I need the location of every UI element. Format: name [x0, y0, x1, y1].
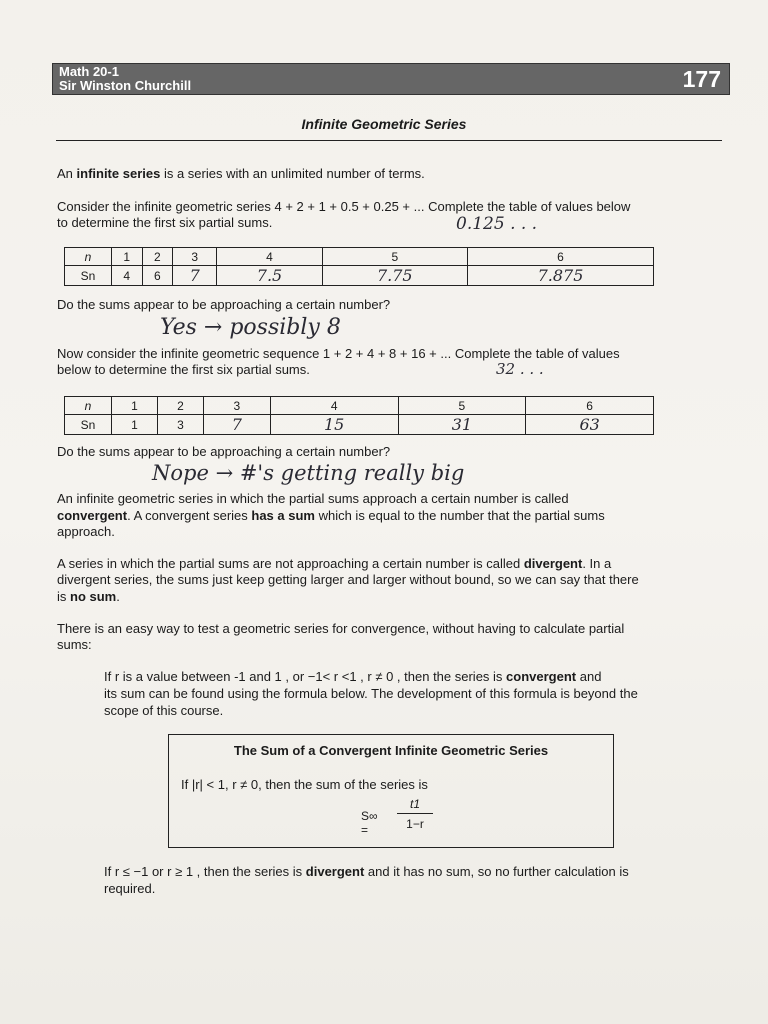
divergent-text-end: . [116, 589, 120, 604]
test-line2: sums: [57, 637, 92, 652]
divergent-term: divergent [523, 556, 583, 571]
formula-numerator: t1 [409, 797, 420, 811]
series2-answer: Nope → #'s getting really big [152, 461, 465, 485]
table-cell: 4 [217, 248, 322, 266]
intro-text: An [57, 166, 77, 181]
series1-question: Do the sums appear to be approaching a certain number? [57, 297, 391, 312]
rule2-line2: required. [104, 881, 156, 896]
convergent-line2 [57, 508, 605, 524]
table-row-sn [65, 415, 654, 435]
formula-denominator: 1−r [406, 817, 424, 831]
formula-condition: If |r| < 1, r ≠ 0, then the sum of the series is [181, 777, 428, 792]
fraction-bar [397, 813, 433, 814]
row-label-n: n [65, 248, 112, 266]
table-cell: 2 [157, 397, 203, 415]
title-rule [56, 140, 722, 141]
table-cell: 2 [142, 248, 173, 266]
rule2-line1 [104, 864, 629, 880]
table-cell-handwritten: 7.75 [322, 266, 467, 286]
page-number: 177 [682, 66, 721, 92]
series2-question: Do the sums appear to be approaching a certain number? [57, 444, 391, 459]
convergent-text-end: which is equal to the number that the partial sums [314, 508, 605, 523]
series1-handwritten-term: 0.125 . . . [456, 214, 538, 234]
divergent-text: is [57, 589, 70, 604]
table-row-sn [65, 266, 654, 286]
table-cell: 3 [173, 248, 217, 266]
row-label-sn: Sn [65, 266, 112, 286]
table-row-n [65, 397, 654, 415]
school-name: Sir Winston Churchill [59, 78, 192, 93]
series2-handwritten-term: 32 . . . [496, 360, 544, 378]
series2-line2: below to determine the first six partial sums. [57, 362, 310, 377]
row-label-n: n [65, 397, 112, 415]
intro-paragraph [57, 166, 425, 182]
table-cell-handwritten: 31 [398, 415, 526, 435]
table-cell: 6 [468, 248, 654, 266]
test-line1: There is an easy way to test a geometric series for convergence, without having to calculate partial [57, 621, 625, 636]
formula-box-title: The Sum of a Convergent Infinite Geometric Series [233, 743, 549, 758]
formula-lhs: S∞ = [361, 809, 378, 837]
divergent-text: A series in which the partial sums are not approaching a certain number is called [57, 556, 524, 571]
table-cell: 5 [322, 248, 467, 266]
convergent-text: . A convergent series [127, 508, 252, 523]
table-cell: 3 [203, 397, 270, 415]
convergent-term: convergent [506, 669, 577, 684]
partial-sums-table-1 [64, 247, 654, 286]
table-cell: 6 [142, 266, 173, 286]
partial-sums-table-2 [64, 396, 654, 435]
table-cell-handwritten: 7 [203, 415, 270, 435]
table-cell: 5 [398, 397, 526, 415]
has-sum-term: has a sum [251, 508, 315, 523]
table-cell-handwritten: 7.5 [217, 266, 322, 286]
divergent-line1 [57, 556, 611, 572]
page-header [52, 63, 730, 95]
table-cell: 1 [112, 248, 143, 266]
table-cell: 4 [270, 397, 398, 415]
table-cell-handwritten: 15 [270, 415, 398, 435]
rule2-text-end: and it has no sum, so no further calculation is [364, 864, 629, 879]
convergent-line3: approach. [57, 524, 115, 539]
series1-line2: to determine the first six partial sums. [57, 215, 273, 230]
intro-text-end: is a series with an unlimited number of terms. [160, 166, 425, 181]
table-cell-handwritten: 7 [173, 266, 217, 286]
table-cell: 3 [157, 415, 203, 435]
rule1-line2: its sum can be found using the formula below. The development of this formula is beyond the [104, 686, 638, 701]
formula-box [168, 734, 614, 848]
table-row-n [65, 248, 654, 266]
rule1-text: If r is a value between -1 and 1 , or −1< r <1 , r ≠ 0 , then the series is [104, 669, 507, 684]
table-cell: 1 [112, 415, 158, 435]
convergent-term: convergent [57, 508, 128, 523]
rule1-line1 [104, 669, 601, 685]
course-name: Math 20-1 [59, 64, 119, 79]
table-cell: 6 [526, 397, 654, 415]
divergent-line3 [57, 589, 120, 605]
table-cell: 4 [112, 266, 143, 286]
convergent-line1: An infinite geometric series in which the partial sums approach a certain number is called [57, 491, 569, 506]
page-title: Infinite Geometric Series [301, 116, 467, 132]
divergent-term: divergent [305, 864, 365, 879]
intro-term: infinite series [76, 166, 161, 181]
series2-line1: Now consider the infinite geometric sequence 1 + 2 + 4 + 8 + 16 + ... Complete the table of values [57, 346, 620, 361]
divergent-line2: divergent series, the sums just keep getting larger and larger without bound, so we can say that there [57, 572, 639, 587]
divergent-text-end: . In a [582, 556, 612, 571]
table-cell-handwritten: 7.875 [468, 266, 654, 286]
rule1-line3: scope of this course. [104, 703, 224, 718]
series1-line1: Consider the infinite geometric series 4 + 2 + 1 + 0.5 + 0.25 + ... Complete the table of values below [57, 199, 631, 214]
table-cell: 1 [112, 397, 158, 415]
row-label-sn: Sn [65, 415, 112, 435]
rule2-text: If r ≤ −1 or r ≥ 1 , then the series is [104, 864, 306, 879]
series1-answer: Yes → possibly 8 [160, 315, 341, 340]
table-cell-handwritten: 63 [526, 415, 654, 435]
rule1-text-end: and [576, 669, 602, 684]
no-sum-term: no sum [70, 589, 117, 604]
